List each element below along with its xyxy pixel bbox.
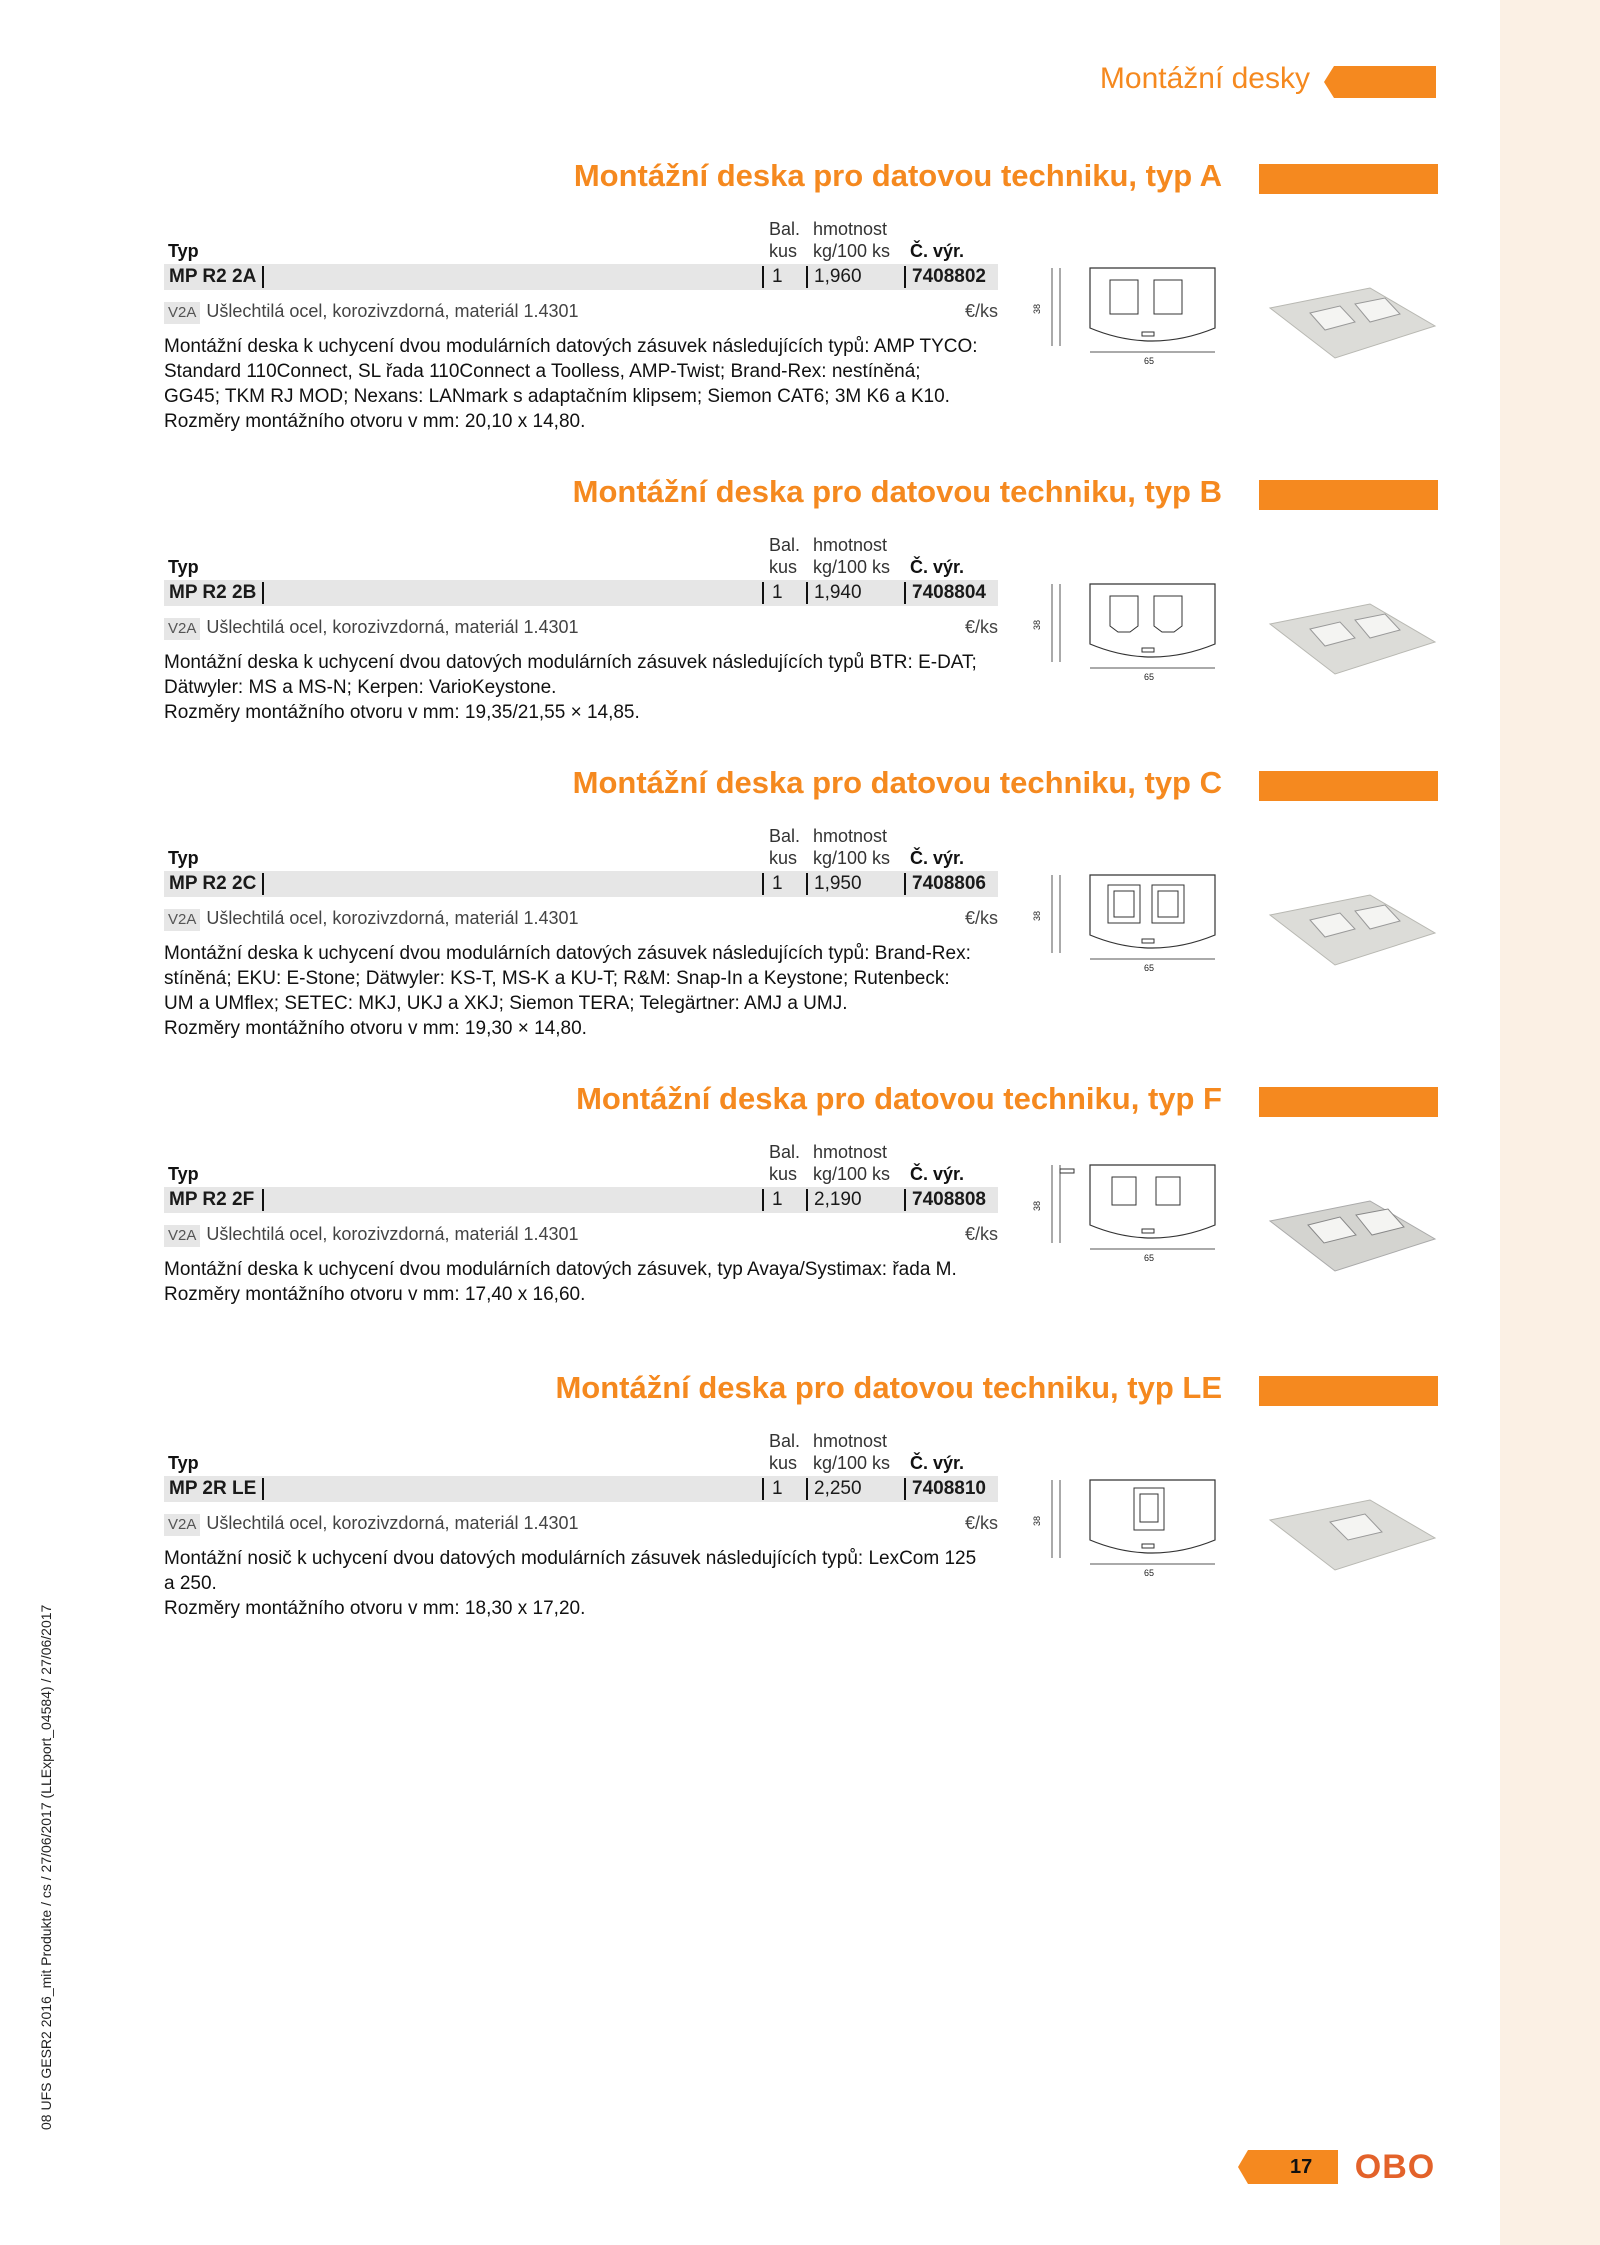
col-weight-top: hmotnost bbox=[813, 1142, 888, 1162]
description bbox=[164, 1257, 1004, 1307]
material-row bbox=[164, 614, 998, 640]
description bbox=[164, 650, 1004, 725]
dim-height: 38 bbox=[1032, 1515, 1042, 1526]
product-photo bbox=[1260, 1181, 1440, 1301]
footer-side-text: 08 UFS GESR2 2016_mit Produkte / cs / 27/06/2017 (LLExport_04584) / 27/06/2017 bbox=[38, 1604, 54, 2130]
separator bbox=[904, 1478, 906, 1500]
price-unit: €/ks bbox=[964, 1513, 998, 1533]
description bbox=[164, 1546, 1004, 1621]
col-typ: Typ bbox=[168, 848, 199, 868]
desc-line: Rozměry montážního otvoru v mm: 18,30 x 17,20. bbox=[164, 1598, 586, 1619]
material-badge: V2A bbox=[164, 1225, 200, 1247]
col-weight-bottom: kg/100 ks bbox=[813, 557, 891, 577]
product-qty: 1 bbox=[772, 1189, 783, 1210]
col-bal-top: Bal. bbox=[769, 1431, 801, 1451]
dim-height: 38 bbox=[1032, 910, 1042, 921]
desc-line: Standard 110Connect, SL řada 110Connect a Toolless, AMP-Twist; Brand-Rex: nestíněná; bbox=[164, 361, 921, 382]
technical-drawing bbox=[1030, 1470, 1230, 1590]
col-art: Č. výr. bbox=[910, 1453, 965, 1473]
col-typ: Typ bbox=[168, 241, 199, 261]
dim-height: 38 bbox=[1032, 303, 1042, 314]
price-unit: €/ks bbox=[964, 617, 998, 637]
product-section-b bbox=[0, 474, 1500, 774]
desc-line: Rozměry montážního otvoru v mm: 19,30 × 14,80. bbox=[164, 1018, 587, 1039]
separator bbox=[806, 1478, 808, 1500]
product-section-f bbox=[0, 1081, 1500, 1381]
dim-width: 65 bbox=[1144, 963, 1155, 973]
page-number-box bbox=[1238, 2150, 1338, 2184]
product-art-no: 7408810 bbox=[912, 1478, 986, 1499]
separator bbox=[262, 266, 264, 288]
material-text: Ušlechtilá ocel, korozivzdorná, materiál 1.4301 bbox=[206, 301, 579, 321]
section-bar bbox=[1259, 771, 1438, 801]
product-weight: 2,190 bbox=[814, 1189, 862, 1210]
product-qty: 1 bbox=[772, 266, 783, 287]
col-art: Č. výr. bbox=[910, 241, 965, 261]
col-bal-top: Bal. bbox=[769, 826, 801, 846]
col-bal-top: Bal. bbox=[769, 219, 801, 239]
material-text: Ušlechtilá ocel, korozivzdorná, materiál 1.4301 bbox=[206, 617, 579, 637]
col-bal-bottom: kus bbox=[769, 557, 798, 577]
section-tab-marker bbox=[1324, 66, 1436, 98]
product-qty: 1 bbox=[772, 582, 783, 603]
col-typ: Typ bbox=[168, 1164, 199, 1184]
separator bbox=[762, 1478, 764, 1500]
separator bbox=[262, 1189, 264, 1211]
desc-line: Rozměry montážního otvoru v mm: 17,40 x 16,60. bbox=[164, 1284, 586, 1305]
technical-drawing bbox=[1030, 1155, 1230, 1275]
material-row bbox=[164, 298, 998, 324]
product-photo bbox=[1260, 268, 1440, 388]
product-art-no: 7408804 bbox=[912, 582, 986, 603]
col-weight-bottom: kg/100 ks bbox=[813, 1453, 891, 1473]
product-art-no: 7408802 bbox=[912, 266, 986, 287]
desc-line: Montážní deska k uchycení dvou modulárních datových zásuvek, typ Avaya/Systimax: řada M. bbox=[164, 1259, 957, 1280]
col-weight-top: hmotnost bbox=[813, 219, 888, 239]
product-qty: 1 bbox=[772, 1478, 783, 1499]
separator bbox=[762, 582, 764, 604]
description bbox=[164, 941, 1004, 1041]
product-section-le bbox=[0, 1370, 1500, 1670]
desc-line: a 250. bbox=[164, 1573, 217, 1594]
page-section-title: Montážní desky bbox=[1099, 62, 1310, 95]
material-row bbox=[164, 1221, 998, 1247]
product-type: MP 2R LE bbox=[169, 1478, 257, 1499]
product-qty: 1 bbox=[772, 873, 783, 894]
desc-line: stíněná; EKU: E-Stone; Dätwyler: KS-T, MS-K a KU-T; R&M: Snap-In a Keystone; Rutenbeck: bbox=[164, 968, 950, 989]
col-art: Č. výr. bbox=[910, 557, 965, 577]
section-bar bbox=[1259, 1087, 1438, 1117]
col-typ: Typ bbox=[168, 1453, 199, 1473]
separator bbox=[806, 266, 808, 288]
section-title: Montážní deska pro datovou techniku, typ C bbox=[572, 765, 1222, 800]
right-margin-strip bbox=[1500, 0, 1600, 2245]
separator bbox=[904, 582, 906, 604]
material-row bbox=[164, 1510, 998, 1536]
section-bar bbox=[1259, 480, 1438, 510]
product-weight: 1,940 bbox=[814, 582, 862, 603]
desc-line: Rozměry montážního otvoru v mm: 20,10 x 14,80. bbox=[164, 411, 586, 432]
material-row bbox=[164, 905, 998, 931]
product-art-no: 7408806 bbox=[912, 873, 986, 894]
separator bbox=[762, 266, 764, 288]
col-bal-top: Bal. bbox=[769, 535, 801, 555]
product-type: MP R2 2C bbox=[169, 873, 257, 894]
desc-line: Montážní nosič k uchycení dvou datových modulárních zásuvek následujících typů: LexCom 125 bbox=[164, 1548, 977, 1569]
separator bbox=[262, 873, 264, 895]
col-weight-bottom: kg/100 ks bbox=[813, 848, 891, 868]
page-number: 17 bbox=[1290, 2156, 1313, 2178]
product-row bbox=[164, 580, 998, 606]
price-unit: €/ks bbox=[964, 301, 998, 321]
dim-width: 65 bbox=[1144, 1253, 1155, 1263]
desc-line: Montážní deska k uchycení dvou modulárních datových zásuvek následujících typů: AMP TYCO: bbox=[164, 336, 978, 357]
desc-line: Dätwyler: MS a MS-N; Kerpen: VarioKeystone. bbox=[164, 677, 557, 698]
dim-height: 38 bbox=[1032, 619, 1042, 630]
col-art: Č. výr. bbox=[910, 848, 965, 868]
logo-text: OBO bbox=[1354, 2148, 1436, 2186]
col-bal-top: Bal. bbox=[769, 1142, 801, 1162]
desc-line: Montážní deska k uchycení dvou modulárních datových zásuvek následujících typů: Brand-Rex: bbox=[164, 943, 971, 964]
product-row bbox=[164, 1187, 998, 1213]
separator bbox=[904, 873, 906, 895]
desc-line: Rozměry montážního otvoru v mm: 19,35/21,55 × 14,85. bbox=[164, 702, 640, 723]
section-title: Montážní deska pro datovou techniku, typ A bbox=[573, 158, 1222, 193]
section-bar bbox=[1259, 164, 1438, 194]
description bbox=[164, 334, 1004, 434]
col-art: Č. výr. bbox=[910, 1164, 965, 1184]
col-weight-bottom: kg/100 ks bbox=[813, 241, 891, 261]
col-weight-top: hmotnost bbox=[813, 826, 888, 846]
technical-drawing bbox=[1030, 865, 1230, 985]
product-section-c bbox=[0, 765, 1500, 1065]
material-text: Ušlechtilá ocel, korozivzdorná, materiál 1.4301 bbox=[206, 908, 579, 928]
material-badge: V2A bbox=[164, 302, 200, 324]
technical-drawing bbox=[1030, 574, 1230, 694]
col-bal-bottom: kus bbox=[769, 1453, 798, 1473]
product-type: MP R2 2B bbox=[169, 582, 257, 603]
desc-line: Montážní deska k uchycení dvou datových modulárních zásuvek následujících typů BTR: E-DAT; bbox=[164, 652, 977, 673]
material-text: Ušlechtilá ocel, korozivzdorná, materiál 1.4301 bbox=[206, 1513, 579, 1533]
dim-width: 65 bbox=[1144, 1568, 1155, 1578]
section-title: Montážní deska pro datovou techniku, typ F bbox=[576, 1081, 1222, 1116]
separator bbox=[762, 1189, 764, 1211]
desc-line: UM a UMflex; SETEC: MKJ, UKJ a XKJ; Siemon TERA; Telegärtner: AMJ a UMJ. bbox=[164, 993, 848, 1014]
product-photo bbox=[1260, 1480, 1440, 1600]
col-typ: Typ bbox=[168, 557, 199, 577]
col-weight-top: hmotnost bbox=[813, 535, 888, 555]
separator bbox=[762, 873, 764, 895]
separator bbox=[806, 582, 808, 604]
separator bbox=[262, 1478, 264, 1500]
separator bbox=[806, 1189, 808, 1211]
material-badge: V2A bbox=[164, 618, 200, 640]
product-row bbox=[164, 264, 998, 290]
col-weight-top: hmotnost bbox=[813, 1431, 888, 1451]
col-bal-bottom: kus bbox=[769, 848, 798, 868]
product-weight: 1,950 bbox=[814, 873, 862, 894]
section-bar bbox=[1259, 1376, 1438, 1406]
product-weight: 2,250 bbox=[814, 1478, 862, 1499]
separator bbox=[904, 1189, 906, 1211]
product-photo bbox=[1260, 875, 1440, 995]
product-section-a bbox=[0, 158, 1500, 458]
product-type: MP R2 2F bbox=[169, 1189, 255, 1210]
obo-logo bbox=[1354, 2147, 1436, 2187]
product-photo bbox=[1260, 584, 1440, 704]
section-title: Montážní deska pro datovou techniku, typ B bbox=[572, 474, 1222, 509]
col-bal-bottom: kus bbox=[769, 1164, 798, 1184]
dim-width: 65 bbox=[1144, 356, 1155, 366]
dim-width: 65 bbox=[1144, 672, 1155, 682]
product-row bbox=[164, 1476, 998, 1502]
product-art-no: 7408808 bbox=[912, 1189, 986, 1210]
col-bal-bottom: kus bbox=[769, 241, 798, 261]
technical-drawing bbox=[1030, 258, 1230, 378]
price-unit: €/ks bbox=[964, 1224, 998, 1244]
material-text: Ušlechtilá ocel, korozivzdorná, materiál 1.4301 bbox=[206, 1224, 579, 1244]
separator bbox=[806, 873, 808, 895]
desc-line: GG45; TKM RJ MOD; Nexans: LANmark s adaptačním klipsem; Siemon CAT6; 3M K6 a K10. bbox=[164, 386, 950, 407]
separator bbox=[904, 266, 906, 288]
price-unit: €/ks bbox=[964, 908, 998, 928]
dim-height: 38 bbox=[1032, 1200, 1042, 1211]
product-row bbox=[164, 871, 998, 897]
col-weight-bottom: kg/100 ks bbox=[813, 1164, 891, 1184]
section-title: Montážní deska pro datovou techniku, typ LE bbox=[555, 1370, 1222, 1405]
material-badge: V2A bbox=[164, 909, 200, 931]
material-badge: V2A bbox=[164, 1514, 200, 1536]
product-weight: 1,960 bbox=[814, 266, 862, 287]
product-type: MP R2 2A bbox=[169, 266, 257, 287]
separator bbox=[262, 582, 264, 604]
